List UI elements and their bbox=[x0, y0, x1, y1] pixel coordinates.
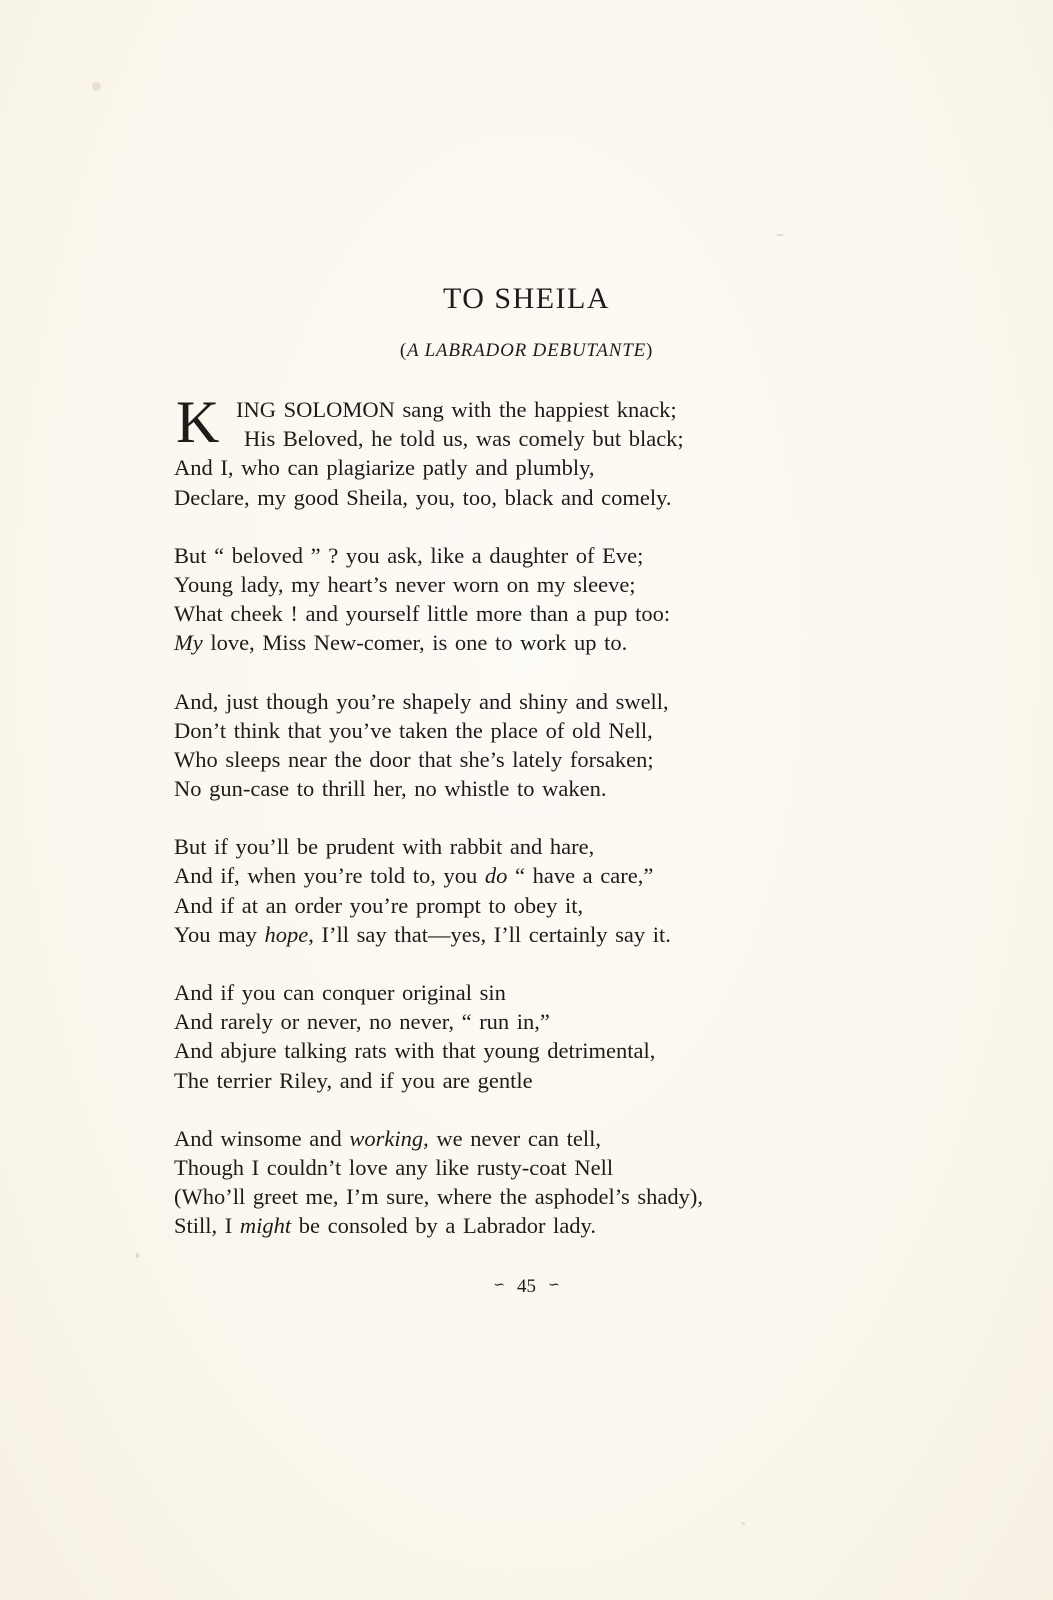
italic-word: hope bbox=[264, 921, 309, 947]
stanza bbox=[174, 978, 874, 1095]
paper-speck bbox=[742, 1522, 745, 1525]
subtitle-text: A LABRADOR DEBUTANTE bbox=[406, 340, 647, 361]
line-text: , we never can tell, bbox=[423, 1125, 602, 1151]
subtitle-close-paren: ) bbox=[646, 340, 654, 361]
subtitle-open-paren: ( bbox=[399, 340, 407, 361]
poem-line bbox=[174, 628, 874, 657]
poem-line: And, just though you’re shapely and shiny and swell, bbox=[174, 688, 669, 714]
poem-line: No gun-case to thrill her, no whistle to waken. bbox=[174, 776, 607, 802]
stanza bbox=[174, 1124, 874, 1241]
poem-body bbox=[174, 389, 874, 1270]
ornament-right-icon: ∽ bbox=[548, 1278, 560, 1293]
line-text: And if, when you’re told to, you bbox=[174, 863, 485, 889]
poem-line bbox=[174, 1124, 874, 1153]
italic-word: might bbox=[239, 1213, 292, 1239]
paper-speck bbox=[776, 234, 784, 236]
line-text: ING SOLOMON sang with the happiest knack; bbox=[236, 397, 677, 422]
line-text: be consoled by a Labrador lady. bbox=[291, 1213, 596, 1239]
italic-word: My bbox=[174, 630, 203, 656]
poem-line: Though I couldn’t love any like rusty-coat Nell bbox=[174, 1154, 614, 1180]
line-text: And winsome and bbox=[174, 1125, 350, 1151]
poem-line: And abjure talking rats with that young detrimental, bbox=[174, 1038, 656, 1064]
poem-line bbox=[174, 1211, 874, 1240]
paper-speck bbox=[92, 82, 101, 91]
poem-line: And rarely or never, no never, “ run in,” bbox=[174, 1009, 550, 1035]
poem-line bbox=[174, 861, 874, 890]
poem-line bbox=[174, 920, 874, 949]
poem-line: But “ beloved ” ? you ask, like a daughter of Eve; bbox=[174, 542, 644, 568]
page-footer bbox=[0, 1276, 1053, 1298]
poem-line: But if you’ll be prudent with rabbit and hare, bbox=[174, 834, 595, 860]
line-text: , I’ll say that—yes, I’ll certainly say it. bbox=[308, 921, 671, 947]
line-text: “ have a care,” bbox=[507, 863, 654, 889]
poem-line: Who sleeps near the door that she’s lately forsaken; bbox=[174, 746, 654, 772]
poem-title: TO SHEILA bbox=[442, 282, 611, 315]
ornament-left-icon: ∽ bbox=[493, 1278, 505, 1293]
italic-word: do bbox=[484, 863, 508, 889]
line-text: Still, I bbox=[174, 1213, 240, 1239]
paper-speck bbox=[136, 1253, 139, 1258]
poem-line: And if at an order you’re prompt to obey it, bbox=[174, 892, 584, 918]
poem-line: The terrier Riley, and if you are gentle bbox=[174, 1067, 533, 1093]
poem-line: (Who’ll greet me, I’m sure, where the asphodel’s shady), bbox=[174, 1184, 703, 1210]
line-text: You may bbox=[174, 921, 265, 947]
poem-line: Don’t think that you’ve taken the place of old Nell, bbox=[174, 717, 653, 743]
poem-line: And I, who can plagiarize patly and plumbly, bbox=[174, 455, 595, 481]
stanza bbox=[174, 832, 874, 949]
line-text: love, Miss New-comer, is one to work up to. bbox=[202, 630, 628, 656]
poem-line: Young lady, my heart’s never worn on my sleeve; bbox=[174, 571, 636, 597]
italic-word: working bbox=[349, 1125, 424, 1151]
stanza bbox=[174, 389, 874, 512]
poem-line: Declare, my good Sheila, you, too, black and comely. bbox=[174, 484, 672, 510]
poem-subtitle bbox=[0, 340, 1053, 362]
poem-line: His Beloved, he told us, was comely but black; bbox=[244, 426, 684, 452]
stanza bbox=[174, 687, 874, 804]
page-number: 45 bbox=[517, 1276, 536, 1297]
drop-cap: K bbox=[176, 389, 220, 455]
poem-line: And if you can conquer original sin bbox=[174, 980, 506, 1005]
poem-line: What cheek ! and yourself little more than a pup too: bbox=[174, 601, 671, 627]
stanza bbox=[174, 541, 874, 658]
